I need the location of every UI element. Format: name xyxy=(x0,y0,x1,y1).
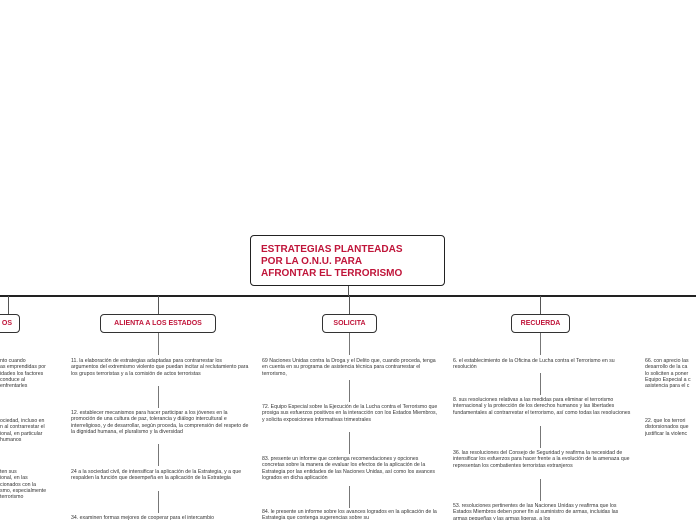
branch-topic-alienta[interactable] xyxy=(100,314,216,333)
leaf-connector xyxy=(540,373,541,395)
leaf-3-2[interactable]: 36. las resoluciones del Consejo de Seguridad y reafirma la necesidad de intensificar los esfuerzos para hacer frente a la evolución de la amenaza que representan los combatientes terroristas extranjeros xyxy=(453,450,630,469)
leaf-2-2[interactable]: 83. presente un informe que contenga recomendaciones y opciones concretas sobre la manera de evaluar los efectos de la aplicación de la Estrategia por las entidades de las Naciones Unidas, así como los avances logrados en dicha aplicación xyxy=(262,456,436,481)
leaf-connector xyxy=(540,479,541,501)
branch-connector-1 xyxy=(158,296,159,314)
leaf-4-1[interactable]: 22. que los terrori distorsionados que justificar la violenc xyxy=(645,418,689,437)
leaf-0-1[interactable]: ociedad, incluso en n al contrarrestar el ional, en particular humanos xyxy=(0,418,45,443)
branch-label-0: OS xyxy=(1,320,12,327)
leaf-connector xyxy=(349,432,350,454)
leaf-2-0[interactable]: 69 Naciones Unidas contra la Droga y el Delito que, cuando proceda, tenga en cuenta en su programa de asistencia técnica para contrarrestar el terrorismo, xyxy=(262,358,436,377)
leaf-0-0[interactable]: nto cuando as emprendidas por idades los factores conduce al enfrentarles xyxy=(0,358,46,390)
root-connector xyxy=(348,286,349,296)
branch-label-recuerda: RECUERDA xyxy=(520,320,561,327)
branch-topic-solicita[interactable] xyxy=(322,314,377,333)
leaf-connector xyxy=(540,333,541,355)
leaf-0-2[interactable]: ten sus ional, en las cionados con la smo, especialmente terrorismo xyxy=(0,469,47,501)
central-topic-line-3: AFRONTAR EL TERRORISMO xyxy=(261,268,403,279)
leaf-2-1[interactable]: 72. Equipo Especial sobre la Ejecución de la Lucha contra el Terrorismo que prosiga sus esfuerzos positivos en la interacción con los Estados Miembros, y solicita exposiciones informativas trimestrales xyxy=(262,404,438,423)
branch-label-alienta: ALIENTA A LOS ESTADOS xyxy=(114,320,202,327)
leaf-connector xyxy=(158,491,159,513)
leaf-connector xyxy=(349,380,350,402)
branch-connector-3 xyxy=(540,296,541,314)
leaf-2-3[interactable]: 84. le presente un informe sobre los avances logrados en la aplicación de la Estrategia que contenga sugerencias sobre su xyxy=(262,509,437,520)
leaf-4-0[interactable]: 66. con aprecio las desarrollo de la ca lo soliciten a poner Equipo Especial a c asistencia para el c xyxy=(645,358,691,390)
branch-connector-0 xyxy=(8,296,9,314)
branch-topic-0[interactable] xyxy=(0,314,20,333)
branch-topic-recuerda[interactable] xyxy=(511,314,570,333)
leaf-1-1[interactable]: 12. establecer mecanismos para hacer participar a los jóvenes en la promoción de una cultura de paz, tolerancia y diálogo intercultural e interreligioso, y de desarrollar, según proceda, la comprensión del respeto de la dignidad humana, el pluralismo y la diversidad xyxy=(71,410,249,435)
central-topic-line-1: ESTRATEGIAS PLANTEADAS xyxy=(261,244,403,255)
leaf-connector xyxy=(158,444,159,466)
leaf-connector xyxy=(158,386,159,408)
central-topic-line-2: POR LA O.N.U. PARA xyxy=(261,256,363,267)
leaf-3-1[interactable]: 8. sus resoluciones relativas a las medidas para eliminar el terrorismo internacional y la protección de los derechos humanos y las libertades fundamentales al contrarrestar el terrorismo, así como todas las resoluciones xyxy=(453,397,631,416)
leaf-connector xyxy=(349,333,350,355)
leaf-1-2[interactable]: 24 a la sociedad civil, de intensificar la aplicación de la Estrategia, y a que respalden la función que desempeña en la aplicación de la Estrategia xyxy=(71,469,242,482)
leaf-3-3[interactable]: 53. resoluciones pertinentes de las Naciones Unidas y reafirma que los Estados Miembros deben poner fin al suministro de armas, incluidas las armas pequeñas y las armas ligeras, a los xyxy=(453,503,619,520)
central-topic[interactable] xyxy=(250,235,445,286)
branch-connector-2 xyxy=(349,296,350,314)
leaf-1-0[interactable]: 11. la elaboración de estrategias adaptadas para contrarrestar los argumentos del extremismo violento que puedan incitar al reclutamiento para los grupos terroristas y a la comisión de actos terroristas xyxy=(71,358,249,377)
leaf-connector xyxy=(158,333,159,355)
branch-label-solicita: SOLICITA xyxy=(333,320,366,327)
leaf-connector xyxy=(540,426,541,448)
leaf-connector xyxy=(349,486,350,508)
leaf-1-3[interactable]: 34. examinen formas mejores de cooperar para el intercambio xyxy=(71,515,215,520)
leaf-3-0[interactable]: 6. el establecimiento de la Oficina de Lucha contra el Terrorismo en su resolución xyxy=(453,358,615,371)
